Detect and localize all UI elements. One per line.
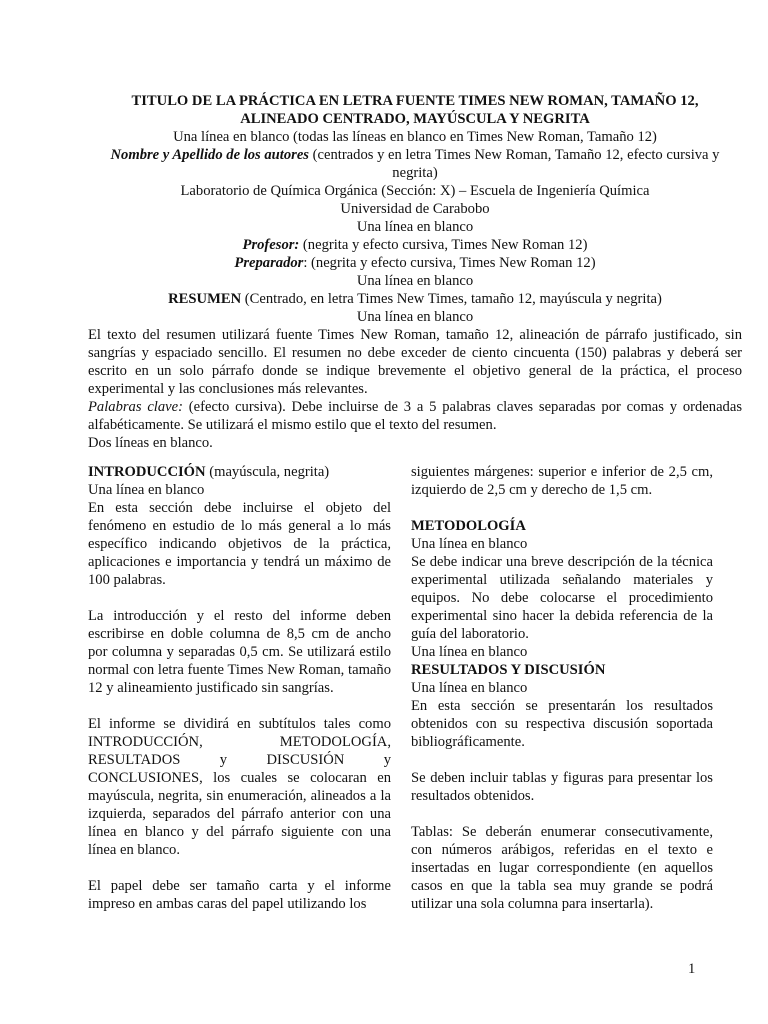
metodologia-heading: METODOLOGÍA [411, 518, 526, 534]
intro-paragraph-2: La introducción y el resto del informe deben escribirse en doble columna de 8,5 cm de ancho por columna y separadas 0,5 cm. Se utilizará estilo normal con letra fuente Times New Roman, tamaño 12 y alineamiento justificado sin sangrías. [88, 608, 391, 696]
blank-line-2: Una línea en blanco [356, 273, 474, 289]
authors-line [88, 146, 742, 182]
resumen-label: RESUMEN [168, 291, 242, 307]
resultados-heading: RESULTADOS Y DISCUSIÓN [411, 662, 606, 678]
intro-heading: INTRODUCCIÓN [88, 464, 206, 480]
resumen-heading-line [88, 290, 742, 308]
profesor-line [88, 236, 742, 254]
document-header [88, 92, 742, 452]
blank-line-1: Una línea en blanco [356, 219, 474, 235]
keywords-text: (efecto cursiva). Debe incluirse de 3 a 5 palabras claves separadas por comas y ordenadas alfabéticamente. Se utilizará el mismo estilo que el texto del resumen. [88, 399, 743, 433]
document-title [88, 92, 742, 128]
intro-paragraph-4: El papel debe ser tamaño carta y el informe impreso en ambas caras del papel utilizando los [88, 878, 391, 912]
margins-continuation: siguientes márgenes: superior e inferior de 2,5 cm, izquierdo de 2,5 cm y derecho de 1,5 cm. [411, 464, 713, 498]
authors-label: Nombre y Apellido de los autores [110, 147, 309, 163]
metodologia-paragraph: Se debe indicar una breve descripción de la técnica experimental utilizada señalando materiales y equipos. No debe colocarse el procedimiento experimental sino hacer la debida referencia de la guía del laboratorio. [411, 554, 713, 642]
resultados-blank-line: Una línea en blanco [411, 680, 528, 696]
abstract-text: El texto del resumen utilizará fuente Times New Roman, tamaño 12, alineación de párrafo justificado, sin sangrías y espaciado sencillo. El resumen no debe exceder de ciento cincuenta (150) palabras y deberá ser escrito en un solo párrafo donde se indique brevemente el objetivo general de la práctica, el proceso experimental y las conclusiones más relevantes. [88, 327, 742, 397]
metodologia-blank-line: Una línea en blanco [411, 536, 528, 552]
lab-line: Laboratorio de Química Orgánica (Sección: X) – Escuela de Ingeniería Química [180, 183, 650, 199]
preparador-line [88, 254, 742, 272]
profesor-label: Profesor: [242, 237, 300, 253]
intro-blank-line: Una línea en blanco [88, 482, 205, 498]
two-blank-lines-note: Dos líneas en blanco. [88, 435, 213, 451]
authors-note: (centrados y en letra Times New Roman, Tamaño 12, efecto cursiva y negrita) [309, 147, 720, 181]
title-line-1: TITULO DE LA PRÁCTICA EN LETRA FUENTE TIMES NEW ROMAN, TAMAÑO 12, [131, 93, 699, 109]
keywords-label: Palabras clave: [88, 399, 183, 415]
profesor-note: (negrita y efecto cursiva, Times New Roman 12) [299, 237, 588, 253]
resumen-note: (Centrado, en letra Times New Times, tamaño 12, mayúscula y negrita) [241, 291, 662, 307]
preparador-note: : (negrita y efecto cursiva, Times New Roman 12) [303, 255, 596, 271]
intro-paragraph-1: En esta sección debe incluirse el objeto del fenómeno en estudio de lo más general a lo más específico indicando objetivos de la práctica, aplicaciones e importancia y tendrá un máximo de 100 palabras. [88, 500, 391, 588]
keywords-paragraph [88, 398, 742, 434]
page-number: 1 [688, 961, 696, 977]
blank-line-3: Una línea en blanco [356, 309, 474, 325]
blank-line-note: Una línea en blanco (todas las líneas en blanco en Times New Roman, Tamaño 12) [173, 129, 657, 145]
university-line: Universidad de Carabobo [340, 201, 490, 217]
title-line-2: ALINEADO CENTRADO, MAYÚSCULA Y NEGRITA [240, 111, 590, 127]
resultados-paragraph-2: Se deben incluir tablas y figuras para presentar los resultados obtenidos. [411, 770, 713, 804]
left-column [88, 463, 391, 913]
preparador-label: Preparador [234, 255, 304, 271]
intro-heading-line [88, 463, 391, 481]
tablas-paragraph: Tablas: Se deberán enumerar consecutivamente, con números arábigos, referidas en el texto e insertadas en lugar correspondiente (en aquellos casos en que la tabla sea muy grande se podrá utilizar una sola columna para insertarla). [411, 824, 713, 912]
resultados-paragraph-1: En esta sección se presentarán los resultados obtenidos con su respectiva discusión soportada bibliográficamente. [411, 698, 713, 750]
metodologia-blank-after: Una línea en blanco [411, 644, 528, 660]
intro-heading-note: (mayúscula, negrita) [205, 464, 330, 480]
right-column [411, 463, 713, 913]
intro-paragraph-3: El informe se dividirá en subtítulos tales como INTRODUCCIÓN, METODOLOGÍA, RESULTADOS y DISCUSIÓN y CONCLUSIONES, los cuales se colocaran en mayúscula, negrita, sin enumeración, alineados a la izquierda, separados del párrafo anterior con una línea en blanco y del párrafo siguiente con una línea en blanco. [88, 716, 391, 858]
